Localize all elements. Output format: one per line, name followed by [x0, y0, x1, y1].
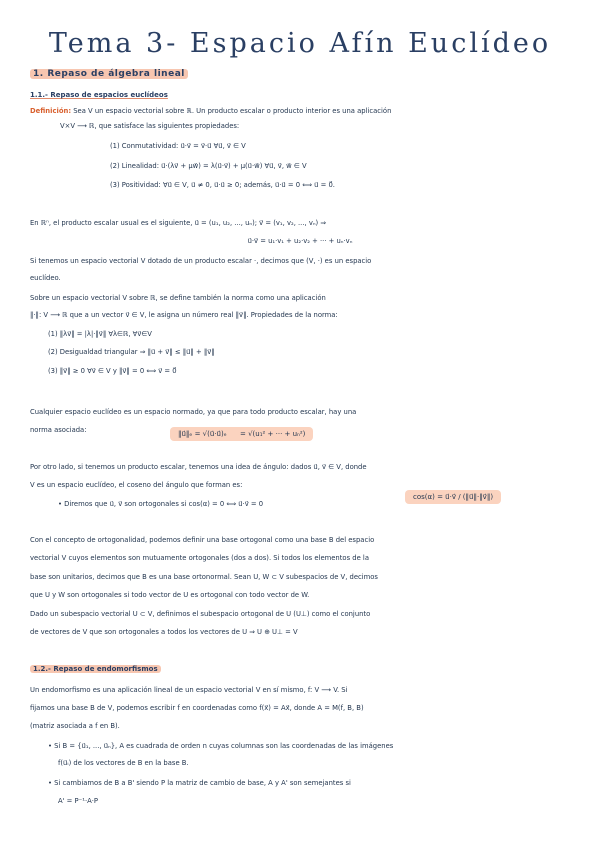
subsection-heading-1-2-text: 1.2.- Repaso de endomorfismos	[30, 665, 161, 673]
norm-definition-line-1: Sobre un espacio vectorial V sobre ℝ, se define también la norma como una aplicación	[30, 294, 326, 302]
orthogonal-base-line-2: vectorial V cuyos elementos son mutuamente ortogonales (dos a dos). Si todos los elementos de la	[30, 554, 369, 562]
page-title: Tema 3- Espacio Afín Euclídeo	[48, 28, 552, 59]
endomorphism-bullet-2-cont: A' = P⁻¹·A·P	[58, 797, 99, 805]
definition-line-2: V×V ⟶ ℝ, que satisface las siguientes propiedades:	[60, 122, 240, 130]
norm-property-3: (3) ‖v⃗‖ ≥ 0 ∀v⃗ ∈ V y ‖v⃗‖ = 0 ⟺ v⃗ = 0⃗	[48, 367, 177, 375]
endomorphism-bullet-1: • Si B = {u⃗₁, ..., u⃗ₙ}, A es cuadrada de orden n cuyas columnas son las coordenadas de las imágenes	[48, 742, 394, 750]
orthogonal-base-line-4: que U y W son ortogonales si todo vector de U es ortogonal con todo vector de W.	[30, 591, 310, 599]
endomorphism-bullet-2: • Si cambiamos de B a B' siendo P la matriz de cambio de base, A y A' son semejantes si	[48, 779, 351, 787]
subsection-heading-1-2	[30, 665, 161, 673]
endomorphism-line-3: (matriz asociada a f en B).	[30, 722, 120, 730]
endomorphism-bullet-1-cont: f(u⃗ᵢ) de los vectores de B en la base B.	[58, 759, 189, 767]
euclidean-space-line-1: Si tenemos un espacio vectorial V dotado de un producto escalar ·, decimos que (V, ·) es un espacio	[30, 257, 372, 265]
subsection-heading-1-1: 1.1.- Repaso de espacios euclídeos	[30, 91, 168, 99]
angle-line-1: Por otro lado, si tenemos un producto escalar, tenemos una idea de ángulo: dados u⃗, v⃗ ∈ V, donde	[30, 463, 367, 471]
orthogonal-subspace-line-2: de vectores de V que son ortogonales a todos los vectores de U ⇒ U ⊕ U⊥ = V	[30, 628, 298, 636]
norm-definition-line-2: ‖·‖: V ⟶ ℝ que a un vector v⃗ ∈ V, le asigna un número real ‖v⃗‖. Propiedades de la norma:	[30, 311, 338, 319]
definition-text: Sea V un espacio vectorial sobre ℝ. Un producto escalar o producto interior es una aplicación	[73, 107, 392, 115]
endomorphism-line-1: Un endomorfismo es una aplicación lineal de un espacio vectorial V en sí mismo, f: V ⟶ V. Si	[30, 686, 348, 694]
rn-product-line: En ℝⁿ, el producto escalar usual es el siguiente, u⃗ = (u₁, u₂, ..., uₙ); v⃗ = (v₁, v₂, ..., vₙ) ⇒	[30, 219, 327, 227]
orthogonal-subspace-line-1: Dado un subespacio vectorial U ⊂ V, definimos el subespacio ortogonal de U (U⊥) como el conjunto	[30, 610, 371, 618]
angle-line-2: V es un espacio euclídeo, el coseno del ángulo que forman es:	[30, 481, 243, 489]
norm-formula: ‖u⃗‖ₑ = √(u⃗·u⃗)ₑ	[178, 430, 227, 438]
normed-space-line-2: norma asociada:	[30, 426, 87, 434]
orthogonal-vectors-line: • Diremos que u⃗, v⃗ son ortogonales si cos(α) = 0 ⟺ u⃗·v⃗ = 0	[58, 500, 264, 508]
orthogonal-base-line-1: Con el concepto de ortogonalidad, podemos definir una base ortogonal como una base B del espacio	[30, 536, 375, 544]
cosine-formula: cos(α) = u⃗·v⃗ / (‖u⃗‖·‖v⃗‖)	[413, 493, 494, 501]
euclidean-space-line-2: euclídeo.	[30, 274, 61, 282]
norm-formula-box	[170, 427, 313, 441]
endomorphism-line-2: fijamos una base B de V, podemos escribir f en coordenadas como f(x⃗) = Ax⃗, donde A = M(f, B, B)	[30, 704, 364, 712]
property-positivity: (3) Positividad: ∀u⃗ ∈ V, u⃗ ≠ 0, u⃗·u⃗ ≥ 0; además, u⃗·u⃗ = 0 ⟺ u⃗ = 0⃗.	[110, 181, 335, 189]
definition-label: Definición:	[30, 107, 72, 115]
norm-property-2: (2) Desigualdad triangular ⇒ ‖u⃗ + v⃗‖ ≤ ‖u⃗‖ + ‖v⃗‖	[48, 348, 215, 356]
normed-space-line-1: Cualquier espacio euclídeo es un espacio normado, ya que para todo producto escalar, hay una	[30, 408, 357, 416]
property-commutativity: (1) Conmutatividad: u⃗·v⃗ = v⃗·u⃗ ∀u⃗, v⃗ ∈ V	[110, 142, 246, 150]
property-linearity: (2) Linealidad: u⃗·(λv⃗ + μw⃗) = λ(u⃗·v⃗) + μ(u⃗·w⃗) ∀u⃗, v⃗, w⃗ ∈ V	[110, 162, 307, 170]
norm-formula-expanded: = √(u₁² + ··· + uₙ²)	[239, 430, 306, 438]
section-heading-1	[30, 69, 188, 79]
norm-property-1: (1) ‖λv⃗‖ = |λ|·‖v⃗‖ ∀λ∈ℝ, ∀v⃗∈V	[48, 330, 152, 338]
cosine-formula-box	[405, 490, 501, 504]
orthogonal-base-line-3: base son unitarios, decimos que B es una base ortonormal. Sean U, W ⊂ V subespacios de V, decimos	[30, 573, 378, 581]
definition-line-1	[30, 107, 575, 116]
section-heading-1-text: 1. Repaso de álgebra lineal	[30, 69, 188, 79]
rn-product-formula: u⃗·v⃗ = u₁·v₁ + u₂·v₂ + ··· + uₙ·vₙ	[247, 237, 353, 245]
